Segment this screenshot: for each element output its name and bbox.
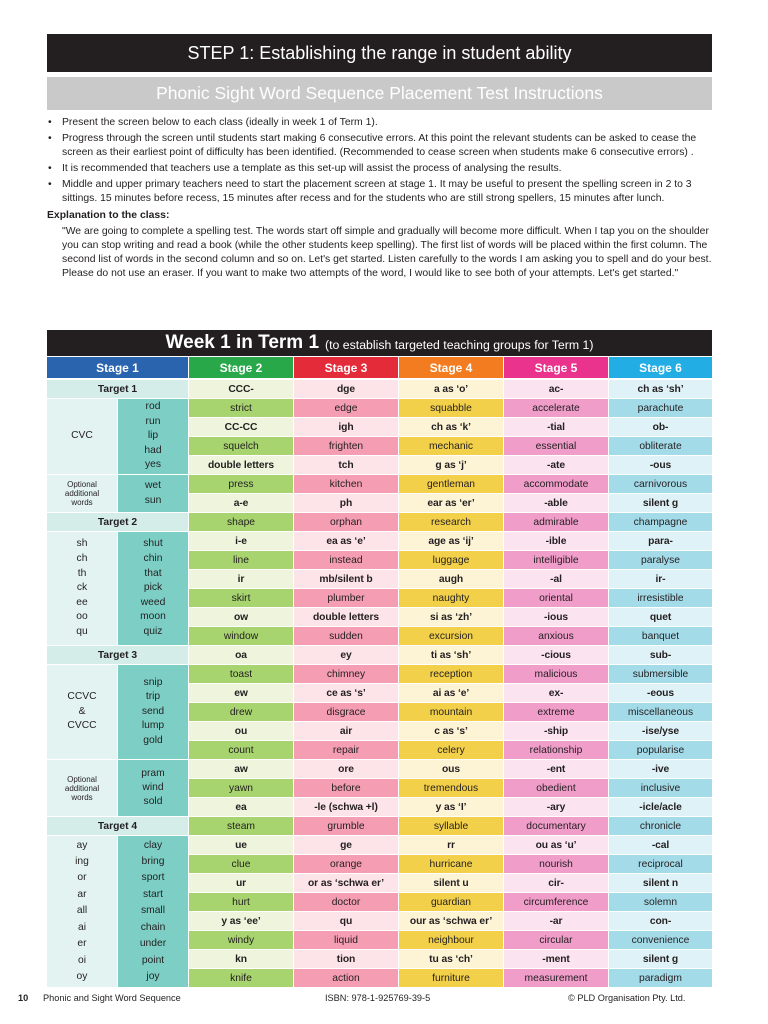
example-word-cell: clue xyxy=(189,855,293,873)
phonic-pattern-cell: aw xyxy=(189,760,293,778)
stage1-pattern: Optional additional words xyxy=(64,774,100,802)
stage-header: Stage 4 xyxy=(399,357,503,378)
stage1-word-list xyxy=(118,760,188,816)
phonic-pattern-cell: ex- xyxy=(504,684,608,702)
stage1-word: chain xyxy=(140,921,166,933)
phonic-pattern-cell: -ment xyxy=(504,950,608,968)
example-word-cell: documentary xyxy=(504,817,608,835)
example-word-cell: strict xyxy=(189,399,293,417)
stage-header: Stage 3 xyxy=(294,357,398,378)
stage1-word: run xyxy=(145,415,161,427)
phonic-pattern-cell: tu as ‘ch’ xyxy=(399,950,503,968)
example-word-cell: luggage xyxy=(399,551,503,569)
phonic-pattern-cell: ore xyxy=(294,760,398,778)
stage1-pattern: oi xyxy=(77,954,86,966)
phonic-pattern-cell: mb/silent b xyxy=(294,570,398,588)
example-word-cell: guardian xyxy=(399,893,503,911)
week-title-note: (to establish targeted teaching groups for Term 1) xyxy=(325,337,594,352)
phonic-pattern-cell: c as ‘s’ xyxy=(399,722,503,740)
instruction-item: • It is recommended that teachers use a template as this set-up will assist the process of analysing the results. xyxy=(47,162,714,176)
stage1-group-label xyxy=(47,399,117,474)
example-word-cell: frighten xyxy=(294,437,398,455)
phonic-pattern-cell: quet xyxy=(609,608,712,626)
phonic-pattern-cell: -ible xyxy=(504,532,608,550)
phonic-pattern-cell: ti as ‘sh’ xyxy=(399,646,503,664)
stage1-word: moon xyxy=(140,611,166,623)
example-word-cell: window xyxy=(189,627,293,645)
stage1-group-label xyxy=(47,836,117,987)
stage1-word: wet xyxy=(144,479,162,491)
phonic-pattern-cell: si as ‘zh’ xyxy=(399,608,503,626)
phonic-pattern-cell: -tial xyxy=(504,418,608,436)
stage-header: Stage 2 xyxy=(189,357,293,378)
phonic-pattern-cell: -ate xyxy=(504,456,608,474)
example-word-cell: yawn xyxy=(189,779,293,797)
stage1-pattern: th xyxy=(77,567,87,579)
example-word-cell: hurricane xyxy=(399,855,503,873)
stage1-word: pram xyxy=(141,767,165,779)
example-word-cell: grumble xyxy=(294,817,398,835)
stage1-word: sport xyxy=(141,872,165,884)
phonic-pattern-cell: ow xyxy=(189,608,293,626)
example-word-cell: circumference xyxy=(504,893,608,911)
explanation-text: "We are going to complete a spelling test. The words start off simple and gradually will become more difficult. When I tap you on the shoulder you can stop writing and read a book (while the other students keep spelling). The first list of words will be placed within the first column. The second list of words in the second column and so on. Let's get started. Listen carefully to the words I am asking you to spell and do your best. Please do not use an eraser. If you want to make two attempts of the word, I would like to see both of your attempts. Let's get started." xyxy=(62,226,712,279)
phonic-pattern-cell: CCC- xyxy=(189,380,293,398)
stage1-word: clay xyxy=(143,839,163,851)
phonic-pattern-cell: -cious xyxy=(504,646,608,664)
stage1-word: rod xyxy=(145,401,161,413)
example-word-cell: toast xyxy=(189,665,293,683)
example-word-cell: skirt xyxy=(189,589,293,607)
phonic-pattern-cell: qu xyxy=(294,912,398,930)
phonic-pattern-cell: para- xyxy=(609,532,712,550)
example-word-cell: furniture xyxy=(399,969,503,987)
example-word-cell: sudden xyxy=(294,627,398,645)
example-word-cell: obedient xyxy=(504,779,608,797)
placement-table xyxy=(47,380,712,987)
stage1-pattern: Optional additional words xyxy=(64,480,100,507)
phonic-pattern-cell: i-e xyxy=(189,532,293,550)
stage1-word: yes xyxy=(144,459,162,471)
example-word-cell: before xyxy=(294,779,398,797)
phonic-pattern-cell: a-e xyxy=(189,494,293,512)
phonic-pattern-cell: -ship xyxy=(504,722,608,740)
example-word-cell: popularise xyxy=(609,741,712,759)
phonic-pattern-cell: -ous xyxy=(609,456,712,474)
example-word-cell: neighbour xyxy=(399,931,503,949)
example-word-cell: liquid xyxy=(294,931,398,949)
stage1-word: wind xyxy=(142,781,164,793)
phonic-pattern-cell: silent n xyxy=(609,874,712,892)
phonic-pattern-cell: cir- xyxy=(504,874,608,892)
example-word-cell: disgrace xyxy=(294,703,398,721)
phonic-pattern-cell: ir xyxy=(189,570,293,588)
stage1-word: quiz xyxy=(143,625,163,637)
example-word-cell: measurement xyxy=(504,969,608,987)
phonic-pattern-cell: augh xyxy=(399,570,503,588)
example-word-cell: inclusive xyxy=(609,779,712,797)
example-word-cell: squelch xyxy=(189,437,293,455)
example-word-cell: obliterate xyxy=(609,437,712,455)
stage1-pattern: qu xyxy=(76,625,88,637)
phonic-pattern-cell: ce as ‘s’ xyxy=(294,684,398,702)
phonic-pattern-cell: CC-CC xyxy=(189,418,293,436)
example-word-cell: carnivorous xyxy=(609,475,712,493)
example-word-cell: extreme xyxy=(504,703,608,721)
example-word-cell: syllable xyxy=(399,817,503,835)
phonic-pattern-cell: -al xyxy=(504,570,608,588)
example-word-cell: celery xyxy=(399,741,503,759)
stage1-word: had xyxy=(144,444,162,456)
example-word-cell: shape xyxy=(189,513,293,531)
example-word-cell: orange xyxy=(294,855,398,873)
example-word-cell: miscellaneous xyxy=(609,703,712,721)
phonic-pattern-cell: ew xyxy=(189,684,293,702)
stage1-word: sun xyxy=(144,494,162,506)
example-word-cell: banquet xyxy=(609,627,712,645)
phonic-pattern-cell: -ary xyxy=(504,798,608,816)
phonic-pattern-cell: ir- xyxy=(609,570,712,588)
example-word-cell: champagne xyxy=(609,513,712,531)
phonic-pattern-cell: dge xyxy=(294,380,398,398)
example-word-cell: paradigm xyxy=(609,969,712,987)
phonic-pattern-cell: -eous xyxy=(609,684,712,702)
example-word-cell: doctor xyxy=(294,893,398,911)
stage1-word-list xyxy=(118,665,188,759)
phonic-pattern-cell: ac- xyxy=(504,380,608,398)
optional-words-label xyxy=(47,760,117,816)
stage1-word: lip xyxy=(147,430,159,442)
phonic-pattern-cell: -able xyxy=(504,494,608,512)
phonic-pattern-cell: ea as ‘e’ xyxy=(294,532,398,550)
isbn: ISBN: 978-1-925769-39-5 xyxy=(325,993,431,1003)
example-word-cell: line xyxy=(189,551,293,569)
example-word-cell: action xyxy=(294,969,398,987)
stage1-pattern: & xyxy=(78,705,86,717)
stage1-word: snip xyxy=(143,676,163,688)
stage1-pattern: CVC xyxy=(71,430,93,442)
instruction-item: • Progress through the screen until students start making 6 consecutive errors. At this point the relevant students can be asked to cease the screen as their earliest point of difficulty has been identified. (Recommended to cease screen when students make 6 consecutive errors) . xyxy=(47,132,714,160)
phonic-pattern-cell: ou as ‘u’ xyxy=(504,836,608,854)
example-word-cell: circular xyxy=(504,931,608,949)
phonic-pattern-cell: ph xyxy=(294,494,398,512)
phonic-pattern-cell: ou xyxy=(189,722,293,740)
week-title: Week 1 in Term 1 xyxy=(165,332,320,353)
phonic-pattern-cell: double letters xyxy=(189,456,293,474)
stage1-target: Target 1 xyxy=(47,380,188,398)
example-word-cell: steam xyxy=(189,817,293,835)
phonic-pattern-cell: double letters xyxy=(294,608,398,626)
phonic-pattern-cell: y as ‘I’ xyxy=(399,798,503,816)
instruction-item: • Middle and upper primary teachers need to start the placement screen at stage 1. It may be useful to present the spelling screen in 2 to 3 sittings. 15 minutes before recess, 15 minutes after recess and for the students who are still strong spellers, 15 minutes after lunch. xyxy=(47,178,714,206)
explanation-label: Explanation to the class: xyxy=(47,210,170,221)
stage1-word: sold xyxy=(143,796,163,808)
stage1-word: lump xyxy=(141,720,165,732)
book-title: Phonic and Sight Word Sequence xyxy=(43,993,181,1003)
phonic-pattern-cell: ea xyxy=(189,798,293,816)
phonic-pattern-cell: tch xyxy=(294,456,398,474)
phonic-pattern-cell: age as ‘ij’ xyxy=(399,532,503,550)
stage1-pattern: ee xyxy=(76,596,88,608)
stage1-pattern: oy xyxy=(76,970,88,982)
phonic-pattern-cell: ur xyxy=(189,874,293,892)
example-word-cell: tremendous xyxy=(399,779,503,797)
example-word-cell: irresistible xyxy=(609,589,712,607)
stage1-pattern: sh xyxy=(76,538,88,550)
week-title-bar xyxy=(47,330,712,356)
example-word-cell: reciprocal xyxy=(609,855,712,873)
example-word-cell: repair xyxy=(294,741,398,759)
phonic-pattern-cell: air xyxy=(294,722,398,740)
stage1-target: Target 3 xyxy=(47,646,188,664)
phonic-pattern-cell: y as ‘ee’ xyxy=(189,912,293,930)
example-word-cell: oriental xyxy=(504,589,608,607)
example-word-cell: accommodate xyxy=(504,475,608,493)
example-word-cell: knife xyxy=(189,969,293,987)
stage1-pattern: or xyxy=(77,872,87,884)
stage1-word: bring xyxy=(141,856,165,868)
stage1-pattern: CVCC xyxy=(67,720,97,732)
stage1-word-list xyxy=(118,399,188,474)
optional-words-label xyxy=(47,475,117,512)
stage1-pattern: ck xyxy=(76,582,88,594)
phonic-pattern-cell: oa xyxy=(189,646,293,664)
stage1-word: trip xyxy=(145,691,161,703)
example-word-cell: kitchen xyxy=(294,475,398,493)
example-word-cell: hurt xyxy=(189,893,293,911)
stage1-pattern: all xyxy=(76,905,88,917)
phonic-pattern-cell: ai as ‘e’ xyxy=(399,684,503,702)
example-word-cell: excursion xyxy=(399,627,503,645)
example-word-cell: reception xyxy=(399,665,503,683)
example-word-cell: relationship xyxy=(504,741,608,759)
stage1-word: gold xyxy=(143,734,163,746)
instruction-item: • Present the screen below to each class (ideally in week 1 of Term 1). xyxy=(47,116,714,130)
example-word-cell: orphan xyxy=(294,513,398,531)
stage1-word: send xyxy=(141,705,165,717)
stage1-group-label xyxy=(47,665,117,759)
stage-header: Stage 6 xyxy=(609,357,712,378)
example-word-cell: anxious xyxy=(504,627,608,645)
example-word-cell: admirable xyxy=(504,513,608,531)
phonic-pattern-cell: ch as ‘k’ xyxy=(399,418,503,436)
phonic-pattern-cell: silent g xyxy=(609,950,712,968)
stage1-pattern: er xyxy=(77,938,87,950)
example-word-cell: nourish xyxy=(504,855,608,873)
example-word-cell: edge xyxy=(294,399,398,417)
stage1-word: weed xyxy=(140,596,166,608)
phonic-pattern-cell: tion xyxy=(294,950,398,968)
phonic-pattern-cell: -ious xyxy=(504,608,608,626)
section-subtitle: Phonic Sight Word Sequence Placement Test Instructions xyxy=(47,77,712,110)
stage1-word: joy xyxy=(146,970,160,982)
example-word-cell: drew xyxy=(189,703,293,721)
example-word-cell: gentleman xyxy=(399,475,503,493)
copyright: © PLD Organisation Pty. Ltd. xyxy=(568,993,686,1003)
phonic-pattern-cell: g as ‘j’ xyxy=(399,456,503,474)
phonic-pattern-cell: ge xyxy=(294,836,398,854)
phonic-pattern-cell: -ent xyxy=(504,760,608,778)
phonic-pattern-cell: or as ‘schwa er’ xyxy=(294,874,398,892)
stage1-pattern: oo xyxy=(76,611,88,623)
phonic-pattern-cell: a as ‘o’ xyxy=(399,380,503,398)
stage1-group-label xyxy=(47,532,117,645)
stage1-word: point xyxy=(141,954,165,966)
stage1-word: small xyxy=(140,905,166,917)
page-number: 10 xyxy=(18,993,29,1003)
stage1-word: under xyxy=(139,938,167,950)
example-word-cell: mountain xyxy=(399,703,503,721)
stage1-target: Target 4 xyxy=(47,817,188,835)
example-word-cell: solemn xyxy=(609,893,712,911)
example-word-cell: paralyse xyxy=(609,551,712,569)
phonic-pattern-cell: -cal xyxy=(609,836,712,854)
stage1-word: shut xyxy=(143,538,163,550)
example-word-cell: chimney xyxy=(294,665,398,683)
example-word-cell: essential xyxy=(504,437,608,455)
stage-header: Stage 1 xyxy=(47,357,188,378)
stage1-word: pick xyxy=(143,582,163,594)
phonic-pattern-cell: ch as ‘sh’ xyxy=(609,380,712,398)
phonic-pattern-cell: -ar xyxy=(504,912,608,930)
instruction-list xyxy=(47,116,714,206)
example-word-cell: press xyxy=(189,475,293,493)
phonic-pattern-cell: rr xyxy=(399,836,503,854)
phonic-pattern-cell: ob- xyxy=(609,418,712,436)
stage1-word: start xyxy=(142,888,164,900)
stage1-pattern: ing xyxy=(75,856,89,868)
phonic-pattern-cell: sub- xyxy=(609,646,712,664)
page-title: STEP 1: Establishing the range in student ability xyxy=(47,34,712,72)
example-word-cell: submersible xyxy=(609,665,712,683)
stage1-word: chin xyxy=(143,553,163,565)
example-word-cell: instead xyxy=(294,551,398,569)
example-word-cell: chronicle xyxy=(609,817,712,835)
example-word-cell: count xyxy=(189,741,293,759)
stage1-pattern: CCVC xyxy=(67,691,97,703)
example-word-cell: windy xyxy=(189,931,293,949)
phonic-pattern-cell: kn xyxy=(189,950,293,968)
example-word-cell: intelligible xyxy=(504,551,608,569)
stage1-word: that xyxy=(144,567,162,579)
stage1-target: Target 2 xyxy=(47,513,188,531)
example-word-cell: convenience xyxy=(609,931,712,949)
phonic-pattern-cell: our as ‘schwa er’ xyxy=(399,912,503,930)
stage-header-row xyxy=(47,357,712,378)
stage1-pattern: ar xyxy=(77,888,87,900)
phonic-pattern-cell: ous xyxy=(399,760,503,778)
example-word-cell: parachute xyxy=(609,399,712,417)
phonic-pattern-cell: -ise/yse xyxy=(609,722,712,740)
phonic-pattern-cell: ey xyxy=(294,646,398,664)
stage1-word-list xyxy=(118,475,188,512)
phonic-pattern-cell: ue xyxy=(189,836,293,854)
phonic-pattern-cell: silent g xyxy=(609,494,712,512)
instructions xyxy=(47,116,714,281)
stage1-word-list xyxy=(118,836,188,987)
phonic-pattern-cell: -ive xyxy=(609,760,712,778)
example-word-cell: mechanic xyxy=(399,437,503,455)
example-word-cell: squabble xyxy=(399,399,503,417)
stage1-pattern: ch xyxy=(76,553,88,565)
example-word-cell: plumber xyxy=(294,589,398,607)
phonic-pattern-cell: -le (schwa +l) xyxy=(294,798,398,816)
phonic-pattern-cell: igh xyxy=(294,418,398,436)
example-word-cell: accelerate xyxy=(504,399,608,417)
stage-header: Stage 5 xyxy=(504,357,608,378)
stage1-word-list xyxy=(118,532,188,645)
example-word-cell: research xyxy=(399,513,503,531)
phonic-pattern-cell: silent u xyxy=(399,874,503,892)
stage1-pattern: ay xyxy=(76,839,88,851)
phonic-pattern-cell: ear as ‘er’ xyxy=(399,494,503,512)
phonic-pattern-cell: con- xyxy=(609,912,712,930)
example-word-cell: naughty xyxy=(399,589,503,607)
stage1-pattern: ai xyxy=(77,921,86,933)
phonic-pattern-cell: -icle/acle xyxy=(609,798,712,816)
example-word-cell: malicious xyxy=(504,665,608,683)
footer xyxy=(0,992,768,1004)
